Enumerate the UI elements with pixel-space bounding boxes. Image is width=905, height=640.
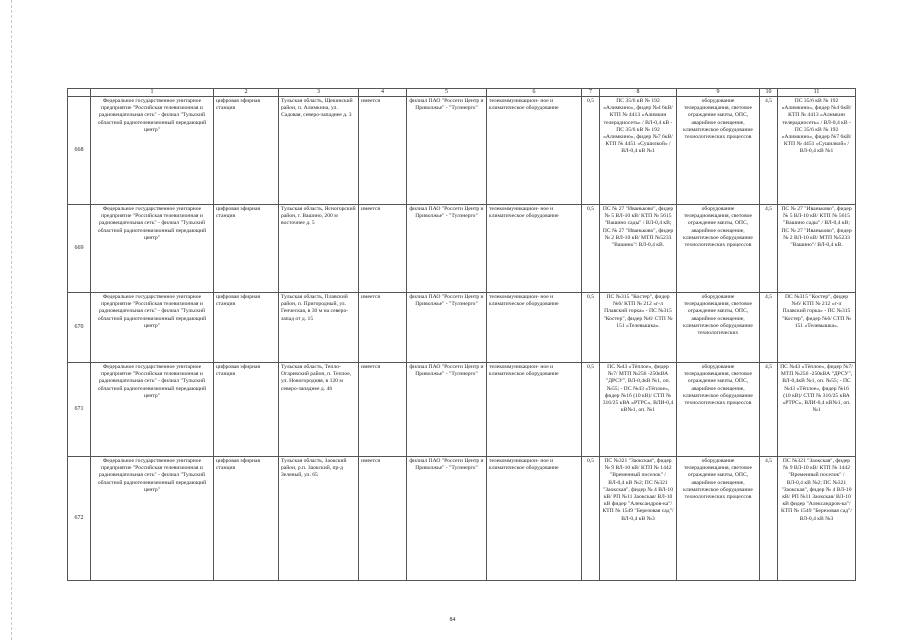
header-cell: 11 — [778, 89, 856, 97]
header-cell: 6 — [487, 89, 582, 97]
address-cell: Тульская область, Тепло-Огаревский район, п. Теплое, ул. Новогородняя, в 120 м северо-западнее д. 46 — [279, 363, 359, 457]
address-cell: Тульская область, Плавский район, п. Пригородный, ул. Генческая, в 30 м на северо-запад от д. 15 — [279, 293, 359, 363]
table-row — [68, 363, 856, 457]
equipment-cell: телекоммуникацион- ное и климатическое оборудование — [487, 293, 582, 363]
substation-cell: ПС №321 "Заокская", фидер № 9 ВЛ-10 кВ/ КТП № 1442 "Временный поселок" / ВЛ-0,4 кВ №2; ПС №321 "Заокская", фидер № 4 ВЛ-10 кВ/ РП №11 Заокская/ ВЛ-10 кВ фидер "Александров-ка"/ КТП № 1549 "Березовая сад"/ ВЛ-0,4 кВ №3 — [778, 457, 856, 581]
network-organization-cell: филиал ПАО "Россети Центр и Приволжье" - "Тулэнерго" — [407, 293, 487, 363]
substation-cell: ПС № 27 "Иваньково", фидер № 5 ВЛ-10 кВ/ КТП № 5615 "Вашино сады" / ВЛ-0,4 кВ; ПС № 27 "Иваньково", фидер № 2 ВЛ-10 кВ/ МТП №5233 "Вашино"/ ВЛ-0,4 кВ. — [600, 205, 677, 293]
address-cell: Тульская область, Ясногорский район, г. Вашино, 200 м восточнее д. 5 — [279, 205, 359, 293]
equipment-cell: телекоммуникацион- ное и климатическое оборудование — [487, 457, 582, 581]
load-value-cell: 4,5 — [760, 205, 778, 293]
network-organization-cell: филиал ПАО "Россети Центр и Приволжье" - "Тулэнерго" — [407, 363, 487, 457]
operator-cell: Федеральное государственное унитарное предприятие "Российская телевизионная и радиовещательная сеть" - филиал "Тульский областной радиотелевизионный передающий центр" — [91, 293, 214, 363]
consumers-cell: оборудование телерадиовещания, световое ограждение мачты, ОПС, аварийное освещение, климатическое оборудование технологических процессов — [677, 457, 760, 581]
row-number: 672 — [68, 457, 91, 581]
substation-cell: ПС №315 "Костер", фидер №6/ КТП № 212 «г-л Плавский горка» - ПС №315 "Костер", фидер №6/ СТП № 151 «Телевышка». — [600, 293, 677, 363]
equipment-cell: телекоммуникацион- ное и климатическое оборудование — [487, 97, 582, 205]
availability-cell: имеется — [359, 293, 407, 363]
load-value-cell: 4,5 — [760, 97, 778, 205]
substation-cell: ПС № 27 "Иваньково", фидер № 5 ВЛ-10 кВ/ КТП № 5615 "Вашино сады" / ВЛ-0,4 кВ; ПС № 27 "Иваньково", фидер № 2 ВЛ-10 кВ/ МТП №5233 "Вашино"/ ВЛ-0,4 кВ. — [778, 205, 856, 293]
margin-guide-line — [11, 0, 12, 640]
equipment-cell: телекоммуникацион- ное и климатическое оборудование — [487, 205, 582, 293]
availability-cell: имеется — [359, 363, 407, 457]
substation-cell: ПС №315 "Костер", фидер №6/ КТП № 212 «г-л Плавский горка» - ПС №315 "Костер", фидер №6/ СТП № 151 «Телевышка». — [778, 293, 856, 363]
table-row — [68, 97, 856, 205]
availability-cell: имеется — [359, 457, 407, 581]
operator-cell: Федеральное государственное унитарное предприятие "Российская телевизионная и радиовещательная сеть" - филиал "Тульский областной радиотелевизионный передающий центр" — [91, 205, 214, 293]
power-value-cell: 0,5 — [582, 205, 600, 293]
consumers-cell: оборудование телерадиовещания, световое ограждение мачты, ОПС, аварийное освещение, климатическое оборудование технологических процессов — [677, 363, 760, 457]
operator-cell: Федеральное государственное унитарное предприятие "Российская телевизионная и радиовещательная сеть" - филиал "Тульский областной радиотелевизионный передающий центр" — [91, 457, 214, 581]
operator-cell: Федеральное государственное унитарное предприятие "Российская телевизионная и радиовещательная сеть" - филиал "Тульский областной радиотелевизионный передающий центр" — [91, 363, 214, 457]
substation-cell: ПС №321 "Заокская", фидер № 9 ВЛ-10 кВ/ КТП № 1442 "Временный поселок" / ВЛ-0,4 кВ №2; ПС №321 "Заокская", фидер № 4 ВЛ-10 кВ/ РП №11 Заокская/ ВЛ-10 кВ фидер "Александров-ка"/ КТП № 1549 "Березовая сад"/ ВЛ-0,4 кВ №3 — [600, 457, 677, 581]
infrastructure-table — [67, 88, 856, 581]
substation-cell: ПС 35/6 кВ № 192 «Алимкино», фидер №4 6кВ/ КТП № 4413 «Алимкин телерадиосеть» / ВЛ-0,4 кВ - ПС 35/6 кВ № 192 «Алимкино», фидер №7 6кВ/ КТП № 4451 «Сушилкой» / ВЛ-0,4 кВ №1 — [778, 97, 856, 205]
station-type-cell: цифровая эфирная станция — [214, 293, 279, 363]
power-value-cell: 0,5 — [582, 457, 600, 581]
power-value-cell: 0,5 — [582, 363, 600, 457]
consumers-cell: оборудование телерадиовещания, световое ограждение мачты, ОПС, аварийное освещение, климатическое оборудование технологических — [677, 293, 760, 363]
table-row — [68, 457, 856, 581]
header-cell: 4 — [359, 89, 407, 97]
availability-cell: имеется — [359, 97, 407, 205]
address-cell: Тульская область, Щекинский район, п. Алимкина, ул. Садовая, северо-западнее д. 3 — [279, 97, 359, 205]
table-row — [68, 205, 856, 293]
operator-cell: Федеральное государственное унитарное предприятие "Российская телевизионная и радиовещательная сеть" - филиал "Тульский областной радиотелевизионный передающий центр" — [91, 97, 214, 205]
row-number: 668 — [68, 97, 91, 205]
table-row — [68, 293, 856, 363]
network-organization-cell: филиал ПАО "Россети Центр и Приволжье" - "Тулэнерго" — [407, 97, 487, 205]
load-value-cell: 4,5 — [760, 457, 778, 581]
page-number: 84 — [449, 617, 456, 623]
header-cell: 10 — [760, 89, 778, 97]
header-cell: 7 — [582, 89, 600, 97]
station-type-cell: цифровая эфирная станция — [214, 363, 279, 457]
row-number: 670 — [68, 293, 91, 363]
substation-cell: ПС №43 «Тёплое», фидер №7/ МТП №256 -250кВА "ДРСУ", ВЛ-0,4кВ №1, оп. №55; - ПС №43 «Тёплое», фидер №16 (10 кВ)/ СТП № 316/25 кВА «РТРС», ВЛИ-0,4 кВ№1, оп. №1 — [778, 363, 856, 457]
header-cell: 9 — [677, 89, 760, 97]
header-cell: 8 — [600, 89, 677, 97]
address-cell: Тульская область, Заокский район, р.п. Заокский, пр-д Зеленый, ул. 65 — [279, 457, 359, 581]
load-value-cell: 4,5 — [760, 293, 778, 363]
substation-cell: ПС 35/6 кВ № 192 «Алимкино», фидер №4 6кВ/ КТП № 4413 «Алимкин телерадиосеть» / ВЛ-0,4 кВ - ПС 35/6 кВ № 192 «Алимкино», фидер №7 6кВ/ КТП № 4451 «Сушилкой» / ВЛ-0,4 кВ №1 — [600, 97, 677, 205]
equipment-cell: телекоммуникацион- ное и климатическое оборудование — [487, 363, 582, 457]
header-cell-blank — [68, 89, 91, 97]
power-value-cell: 0,5 — [582, 293, 600, 363]
station-type-cell: цифровая эфирная станция — [214, 457, 279, 581]
header-row — [68, 89, 856, 97]
consumers-cell: оборудование телерадиовещания, световое ограждение мачты, ОПС, аварийное освещение, климатическое оборудование технологических процессов — [677, 97, 760, 205]
station-type-cell: цифровая эфирная станция — [214, 97, 279, 205]
network-organization-cell: филиал ПАО "Россети Центр и Приволжье" - "Тулэнерго" — [407, 205, 487, 293]
availability-cell: имеется — [359, 205, 407, 293]
header-cell: 2 — [214, 89, 279, 97]
network-organization-cell: филиал ПАО "Россети Центр и Приволжье" - "Тулэнерго" — [407, 457, 487, 581]
station-type-cell: цифровая эфирная станция — [214, 205, 279, 293]
row-number: 669 — [68, 205, 91, 293]
power-value-cell: 0,5 — [582, 97, 600, 205]
header-cell: 3 — [279, 89, 359, 97]
header-cell: 1 — [91, 89, 214, 97]
load-value-cell: 4,5 — [760, 363, 778, 457]
header-cell: 5 — [407, 89, 487, 97]
row-number: 671 — [68, 363, 91, 457]
consumers-cell: оборудование телерадиовещания, световое ограждение мачты, ОПС, аварийное освещение, климатическое оборудование технологических процессов — [677, 205, 760, 293]
substation-cell: ПС №43 «Тёплое», фидер №7/ МТП №256 -250кВА "ДРСУ", ВЛ-0,4кВ №1, оп. №55; - ПС №43 «Тёплое», фидер №16 (10 кВ)/ СТП № 316/25 кВА «РТРС», ВЛИ-0,4 кВ№1, оп. №1 — [600, 363, 677, 457]
